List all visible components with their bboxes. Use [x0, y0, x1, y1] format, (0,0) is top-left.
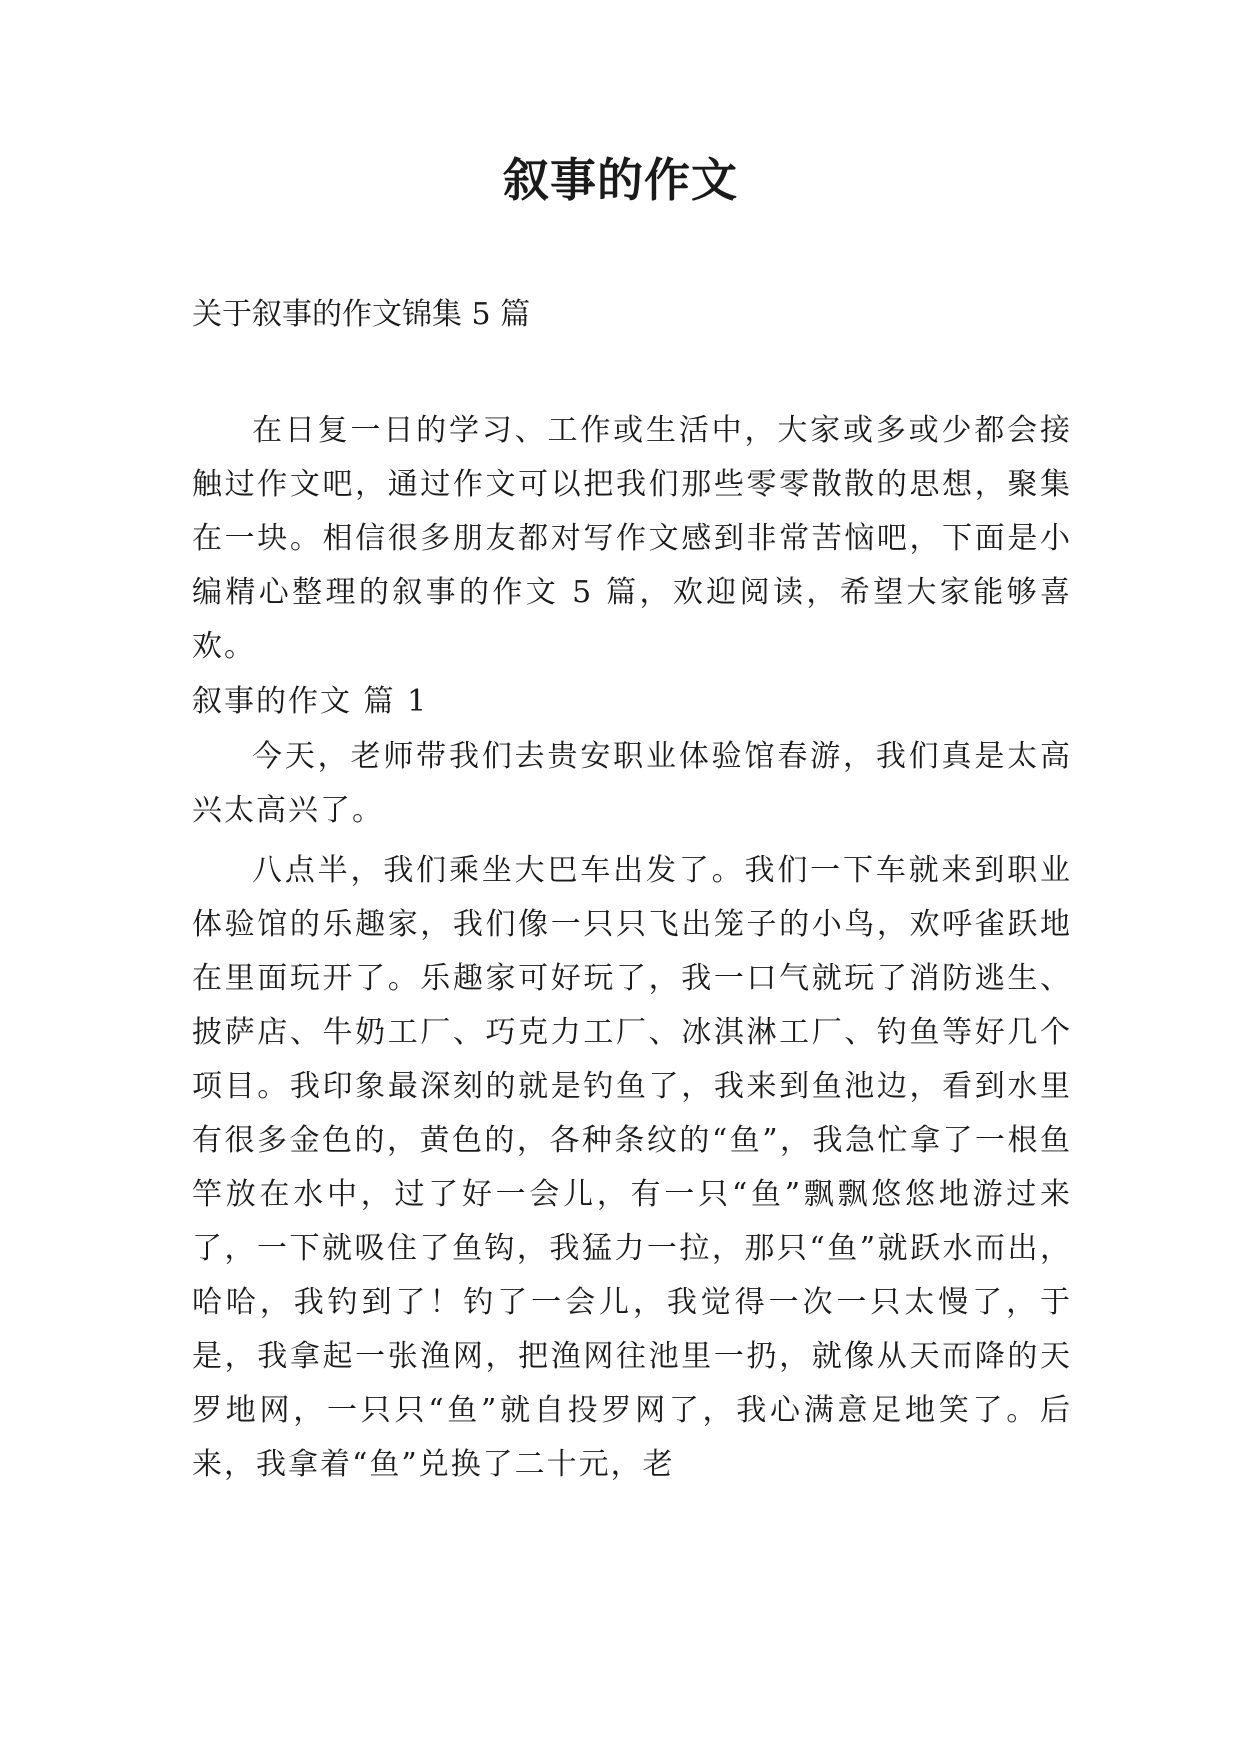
- body-paragraph: 八点半，我们乘坐大巴车出发了。我们一下车就来到职业体验馆的乐趣家，我们像一只只飞出笼子的小鸟，欢呼雀跃地在里面玩开了。乐趣家可好玩了，我一口气就玩了消防逃生、披萨店、牛奶工厂、巧克力工厂、冰淇淋工厂、钓鱼等好几个项目。我印象最深刻的就是钓鱼了，我来到鱼池边，看到水里有很多金色的，黄色的，各种条纹的“鱼”，我急忙拿了一根鱼竿放在水中，过了好一会儿，有一只“鱼”飘飘悠悠地游过来了，一下就吸住了鱼钩，我猛力一拉，那只“鱼”就跃水而出，哈哈，我钓到了！钓了一会儿，我觉得一次一只太慢了，于是，我拿起一张渔网，把渔网往池里一扔，就像从天而降的天罗地网，一只只“鱼”就自投罗网了，我心满意足地笑了。后来，我拿着“鱼”兑换了二十元，老: [192, 853, 1072, 1482]
- body-paragraph: 今天，老师带我们去贵安职业体验馆春游，我们真是太高兴太高兴了。: [192, 739, 1072, 828]
- document-title: 叙事的作文: [503, 153, 738, 207]
- document-body: [192, 404, 1072, 1492]
- intro-paragraph: 在日复一日的学习、工作或生活中，大家或多或少都会接触过作文吧，通过作文可以把我们那些零零散散的思想，聚集在一块。相信很多朋友都对写作文感到非常苦恼吧，下面是小编精心整理的叙事的作文 5 篇，欢迎阅读，希望大家能够喜欢。: [192, 413, 1072, 664]
- section-heading: 叙事的作文 篇 1: [192, 684, 429, 719]
- document-subtitle: 关于叙事的作文锦集 5 篇: [192, 297, 531, 332]
